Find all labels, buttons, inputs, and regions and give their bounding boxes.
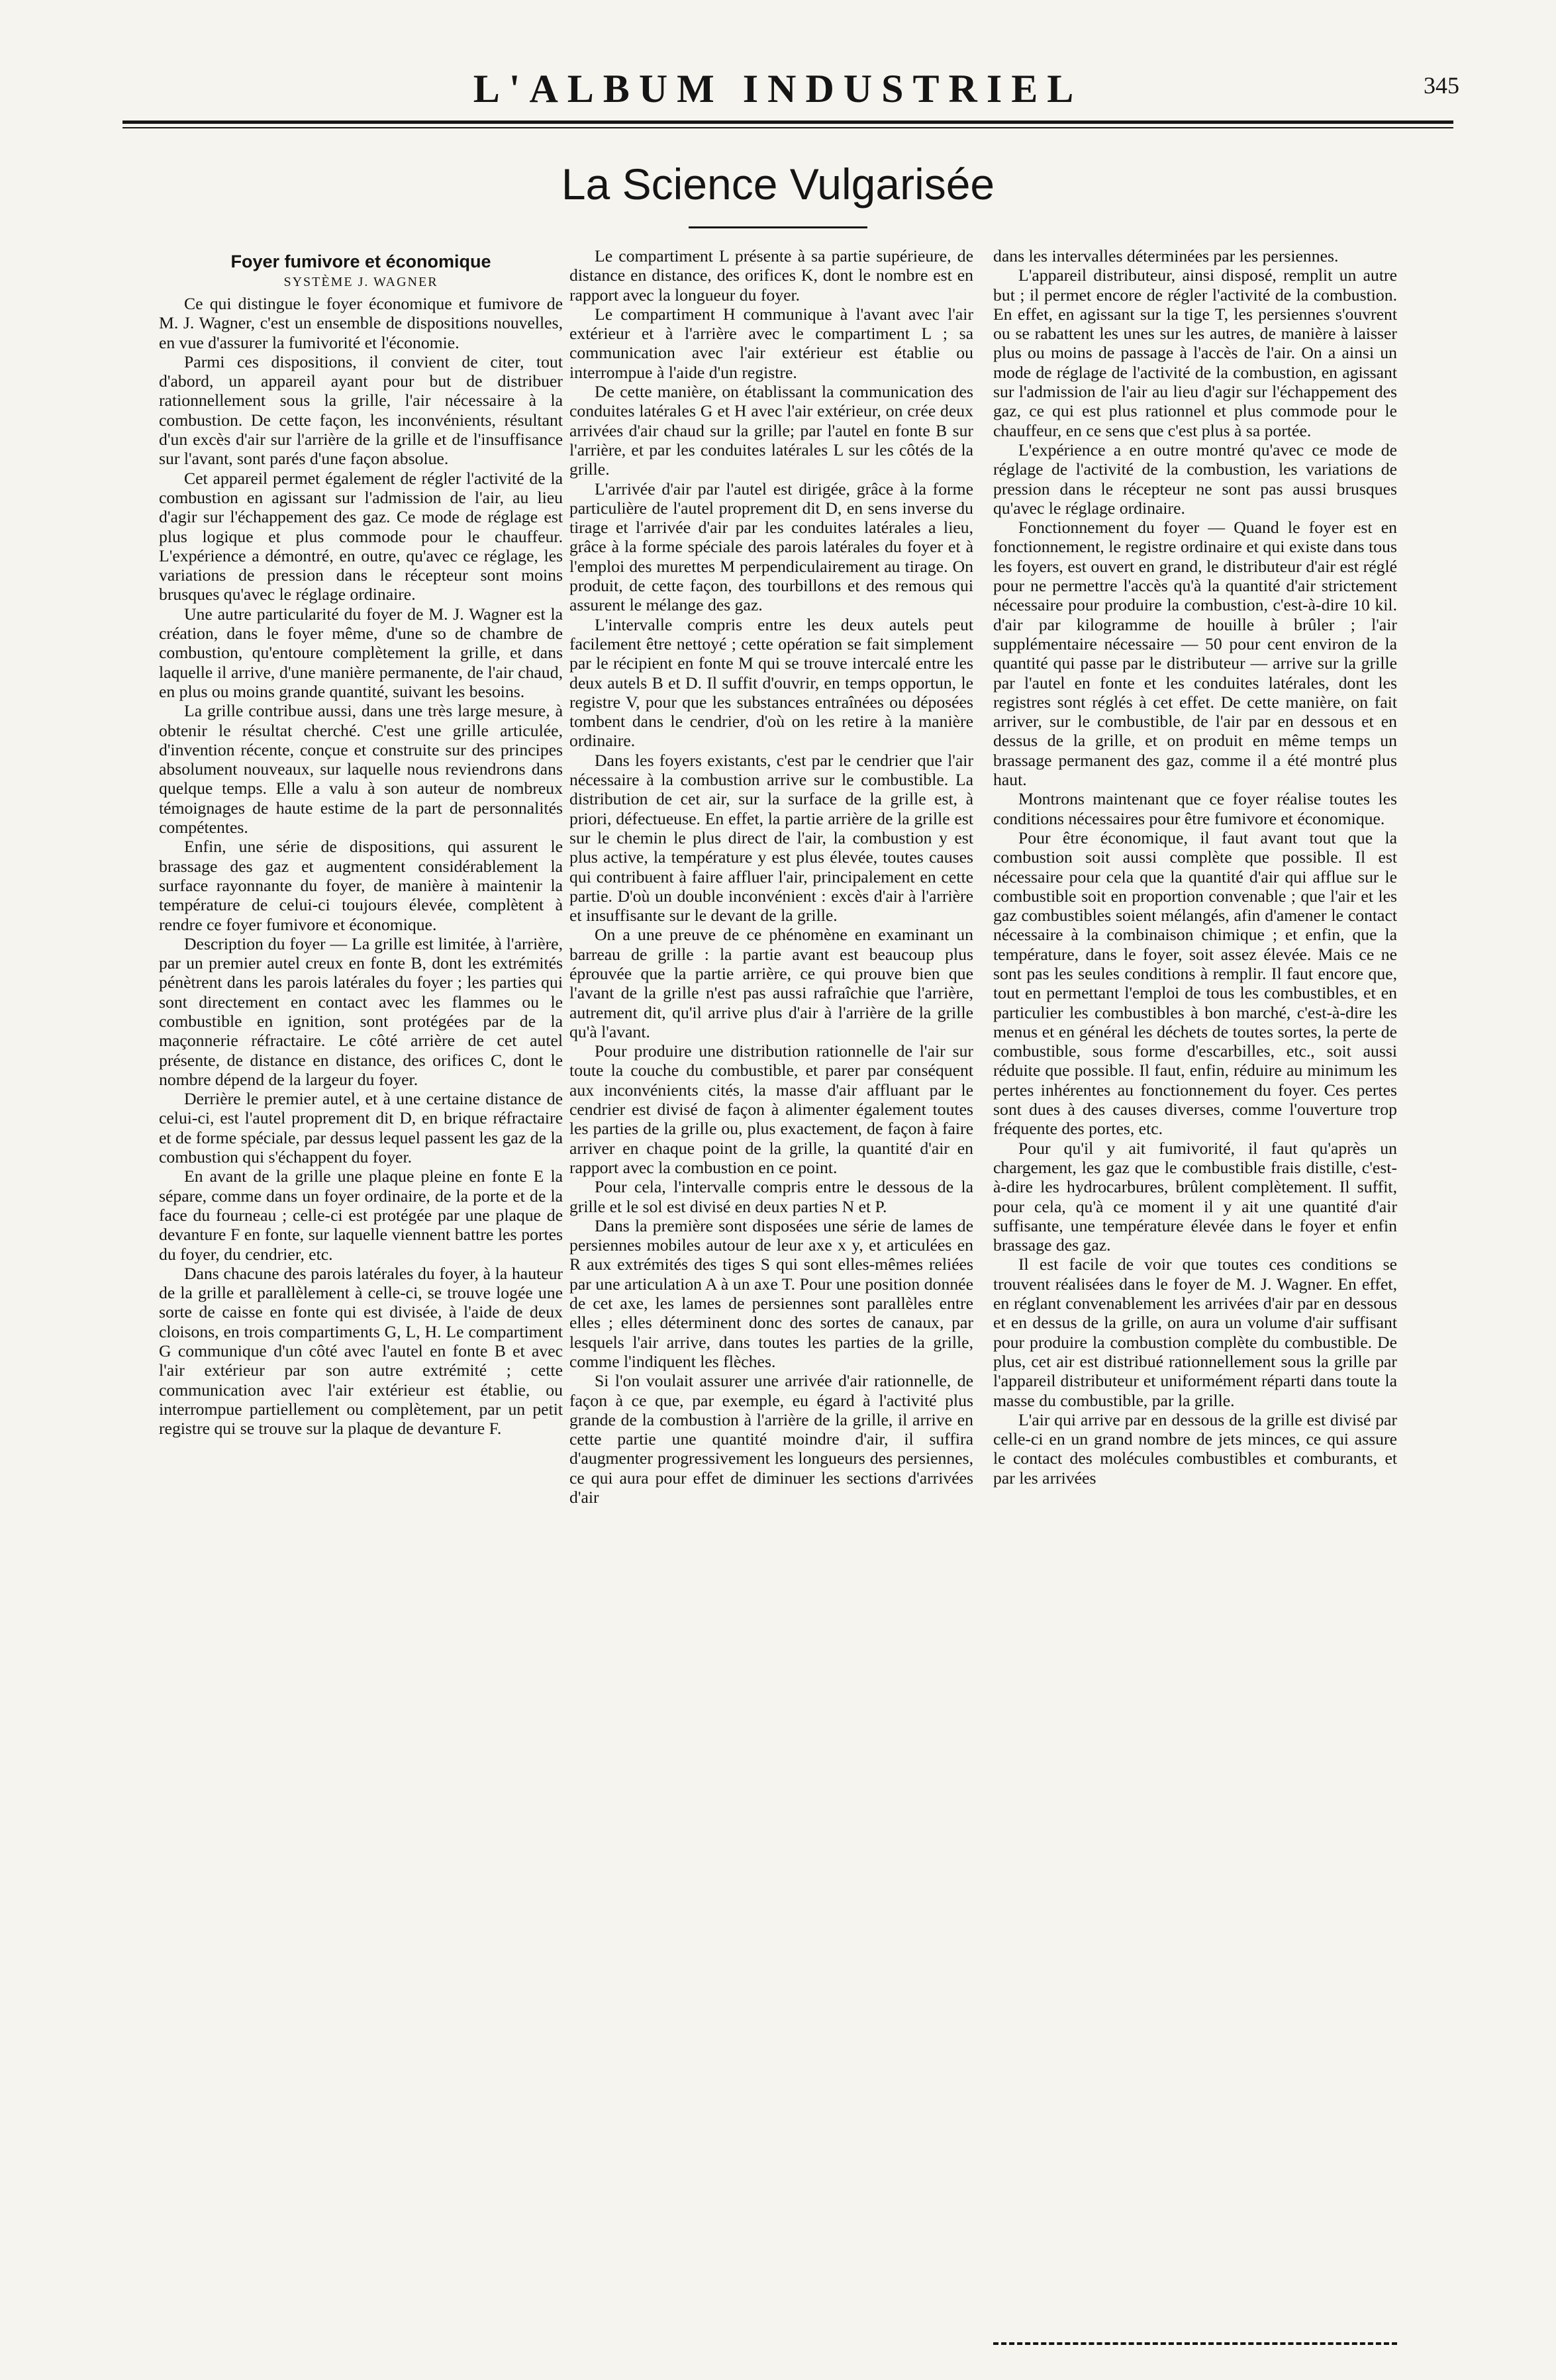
paragraph: Le compartiment H communique à l'avant avec l'air extérieur et à l'arrière avec le compartiment L ; sa communication avec l'air extérieur est établie ou interrompue à l'aide d'un registre. <box>569 304 973 382</box>
paragraph: Dans la première sont disposées une série de lames de persiennes mobiles autour de leur axe x y, et articulées en R aux extrémités des tiges S qui sont elles-mêmes reliées par une articulation A à un axe T. Pour une position donnée de cet axe, les lames de persiennes sont parallèles entre elles ; elles déterminent donc des sortes de canaux, par lesquels l'air arrive, dans toutes les parties de la grille, comme l'indiquent les flèches. <box>569 1215 973 1371</box>
paragraph: La grille contribue aussi, dans une très large mesure, à obtenir le résultat cherché. C'est une grille articulée, d'invention récente, conçue et construite sur des principes absolument nouveaux, sur laquelle nous reviendrons dans quelque temps. Elle a valu à son auteur de nombreux témoignages de haute estime de la part de personnalités compétentes. <box>159 701 563 837</box>
paragraph: Il est facile de voir que toutes ces conditions se trouvent réalisées dans le foyer de M. J. Wagner. En effet, en réglant convenablement les arrivées d'air par en dessous et en dessus de la grille, on aura un volume d'air suffisant pour produire la combustion complète du combustible. De plus, cet air est distribué rationnellement sous la grille par l'appareil distributeur et uniformément réparti dans toute la masse du combustible, par la grille. <box>993 1255 1397 1410</box>
paragraph: Ce qui distingue le foyer économique et fumivore de M. J. Wagner, c'est un ensemble de dispositions nouvelles, en vue d'assurer la fumivorité et l'économie. <box>159 294 563 352</box>
paragraph: L'appareil distributeur, ainsi disposé, remplit un autre but ; il permet encore de régler l'activité de la combustion. En effet, en agissant sur la tige T, les persiennes s'ouvrent ou se rabattent les unes sur les autres, de manière à laisser plus ou moins de passage à l'accès de l'air. On a ainsi un mode de réglage de l'activité de la combustion, en agissant sur l'admission de l'air au lieu d'agir sur l'échappement des gaz, ce qui est plus rationnel et plus commode pour le chauffeur, en ce sens que c'est plus à sa portée. <box>993 265 1397 440</box>
paragraph: On a une preuve de ce phénomène en examinant un barreau de grille : la partie avant est beaucoup plus éprouvée que la partie arrière, ce qui prouve bien que l'avant de la grille n'est pas aussi rafraîchie que l'arrière, autrement dit, qu'il arrive plus d'air à l'arrière de la grille qu'à l'avant. <box>569 925 973 1041</box>
paragraph: En avant de la grille une plaque pleine en fonte E la sépare, comme dans un foyer ordinaire, de la porte et de la face du fourneau ; celle-ci est protégée par une plaque de devanture F en fonte, sur laquelle viennent battre les portes du foyer, du cendrier, etc. <box>159 1166 563 1264</box>
continuation-rule <box>993 2342 1397 2345</box>
text-column-3 <box>993 246 1397 2335</box>
text-column-2 <box>569 246 973 2335</box>
paragraph: Pour qu'il y ait fumivorité, il faut qu'après un chargement, les gaz que le combustible frais distille, c'est-à-dire les hydrocarbures, brûlent complètement. Il suffit, pour cela, qu'à ce moment il y ait une quantité d'air suffisante, une température élevée dans le foyer et enfin brassage des gaz. <box>993 1138 1397 1255</box>
page-number: 345 <box>1424 72 1459 99</box>
paragraph: L'arrivée d'air par l'autel est dirigée, grâce à la forme particulière de l'autel proprement dit D, en sens inverse du tirage et l'arrivée d'air par les conduites latérales a lieu, grâce à la forme spéciale des parois latérales du foyer et à l'emploi des murettes M perpendiculairement au tirage. On produit, de cette façon, des tourbillons et des remous qui assurent le mélange des gaz. <box>569 479 973 615</box>
article-title: Foyer fumivore et économique <box>230 252 491 271</box>
section-title-rule <box>689 226 867 228</box>
header-rule-thin <box>122 127 1453 128</box>
journal-title: L'ALBUM INDUSTRIEL <box>473 67 1083 111</box>
article-subtitle: SYSTÈME J. WAGNER <box>283 275 438 289</box>
paragraph: Pour être économique, il faut avant tout que la combustion soit aussi complète que possible. Il est nécessaire pour cela que la quantité d'air qui afflue sur le combustible soit en proportion convenable ; que l'air et les gaz combustibles soient mélangés, afin d'amener le contact nécessaire à la combinaison chimique ; et enfin, que la température, dans le foyer, soit assez élevée. Mais ce ne sont pas les seules conditions à remplir. Il faut encore que, tout en permettant l'emploi de tous les combustibles, et en particulier les combustibles à bon marché, c'est-à-dire les menus et en général les déchets de toutes sortes, la perte de combustible, sous forme d'escarbilles, etc., soit aussi réduite que possible. Il faut, enfin, réduire au minimum les pertes inhérentes au fonctionnement du foyer. Ces pertes sont dues à des causes diverses, comme l'ouverture trop fréquente des portes, etc. <box>993 828 1397 1139</box>
paragraph: L'expérience a en outre montré qu'avec ce mode de réglage de l'activité de la combustion, les variations de pression dans le récepteur ne sont pas aussi brusques qu'avec le réglage ordinaire. <box>993 440 1397 518</box>
paragraph: Dans les foyers existants, c'est par le cendrier que l'air nécessaire à la combustion arrive sur le combustible. La distribution de cet air, sur la surface de la grille est, à priori, défectueuse. En effet, la partie arrière de la grille est sur le chemin le plus direct de l'air, la combustion y est plus active, la température y est plus élevée, toutes causes qui contribuent à faire affluer l'air, principalement en cette partie. D'où un double inconvénient : excès d'air à l'arrière et insuffisante sur le devant de la grille. <box>569 750 973 926</box>
paragraph: Une autre particularité du foyer de M. J. Wagner est la création, dans le foyer même, d'une so de chambre de combustion, qu'entoure complètement la grille, et dans laquelle il arrive, d'une manière permanente, de l'air chaud, en plus ou moins grande quantité, suivant les besoins. <box>159 604 563 701</box>
paragraph: Montrons maintenant que ce foyer réalise toutes les conditions nécessaires pour être fumivore et économique. <box>993 789 1397 828</box>
paragraph: Description du foyer — La grille est limitée, à l'arrière, par un premier autel creux en fonte B, dont les extrémités pénètrent dans les parois latérales du foyer ; les parties qui sont directement en contact avec les flammes ou le combustible en ignition, sont protégées par de la maçonnerie réfractaire. Le côté arrière de cet autel présente, de distance en distance, des orifices C, dont le nombre dépend de la largeur du foyer. <box>159 933 563 1089</box>
paragraph: Pour produire une distribution rationnelle de l'air sur toute la couche du combustible, et parer par conséquent aux inconvénients cités, la masse d'air affluant par le cendrier est divisé de façon à alimenter également toutes les parties de la grille ou, plus exactement, de façon à faire arriver en chaque point de la grille, la quantité d'air en rapport avec la combustion en ce point. <box>569 1041 973 1177</box>
paragraph: Si l'on voulait assurer une arrivée d'air rationnelle, de façon à ce que, par exemple, eu égard à l'activité plus grande de la combustion à l'arrière de la grille, il arrive en cette partie une quantité moindre d'air, il suffira d'augmenter progressivement les longueurs des persiennes, ce qui aura pour effet de diminuer les sections d'arrivées d'air <box>569 1371 973 1507</box>
text-column-1 <box>159 246 563 2335</box>
header-rule-heavy <box>122 120 1453 124</box>
paragraph: Parmi ces dispositions, il convient de citer, tout d'abord, un appareil ayant pour but de distribuer rationnellement sous la grille, l'air nécessaire à la combustion. De cette façon, les inconvénients, résultant d'un excès d'air sur l'arrière de la grille et de l'insuffisance sur l'avant, sont parés d'une façon absolue. <box>159 352 563 469</box>
paragraph: Pour cela, l'intervalle compris entre le dessous de la grille et le sol est divisé en deux parties N et P. <box>569 1177 973 1216</box>
paragraph: Derrière le premier autel, et à une certaine distance de celui-ci, est l'autel proprement dit D, en brique réfractaire et de forme spéciale, par dessus lequel passent les gaz de la combustion qui s'échappent du foyer. <box>159 1089 563 1167</box>
paragraph: Cet appareil permet également de régler l'activité de la combustion en agissant sur l'admission de l'air, au lieu d'agir sur l'échappement des gaz. Ce mode de réglage est plus logique et plus commode pour le chauffeur. L'expérience a démontré, en outre, qu'avec ce réglage, les variations de pression dans le récepteur sont moins brusques qu'avec le réglage ordinaire. <box>159 468 563 604</box>
section-title: La Science Vulgarisée <box>561 160 995 209</box>
paragraph: De cette manière, on établissant la communication des conduites latérales G et H avec l'air extérieur, on crée deux arrivées d'air chaud sur la grille; par l'autel en fonte B sur l'arrière, et par les conduites latérales L sur les côtés de la grille. <box>569 382 973 479</box>
paragraph: Enfin, une série de dispositions, qui assurent le brassage des gaz et augmentent considérablement la surface rayonnante du foyer, de manière à maintenir la température de celui-ci toujours élevée, complètent à rendre ce foyer fumivore et économique. <box>159 837 563 934</box>
paragraph: dans les intervalles déterminées par les persiennes. <box>993 246 1339 265</box>
paragraph: L'air qui arrive par en dessous de la grille est divisé par celle-ci en un grand nombre de jets minces, ce qui assure le contact des molécules combustibles et comburants, et par les arrivées <box>993 1409 1397 1488</box>
paragraph: L'intervalle compris entre les deux autels peut facilement être nettoyé ; cette opération se fait simplement par le récipient en fonte M qui se trouve intercalé entre les deux autels B et D. Il suffit d'ouvrir, en temps opportun, le registre V, pour que les substances entraînées ou déposées tombent dans le cendrier, d'où on les retire à la manière ordinaire. <box>569 614 973 751</box>
paragraph: Le compartiment L présente à sa partie supérieure, de distance en distance, des orifices K, dont le nombre est en rapport avec la longueur du foyer. <box>569 246 973 305</box>
paragraph: Dans chacune des parois latérales du foyer, à la hauteur de la grille et parallèlement à celle-ci, se trouve logée une sorte de caisse en fonte qui est divisée, à l'aide de deux cloisons, en trois compartiments G, L, H. Le compartiment G communique d'un côté avec l'autel en fonte B et avec l'air extérieur par son autre extrémité ; cette communication avec l'air extérieur est établie, ou interrompue partiellement ou complètement, par un petit registre qui se trouve sur la plaque de devanture F. <box>159 1263 563 1439</box>
paragraph: Fonctionnement du foyer — Quand le foyer est en fonctionnement, le registre ordinaire et qui existe dans tous les foyers, est ouvert en grand, le distributeur d'air est réglé pour ne permettre l'accès qu'à la quantité d'air strictement nécessaire pour produire la combustion, c'est-à-dire 10 kil. d'air par kilogramme de houille à brûler ; l'air supplémentaire nécessaire — 50 pour cent environ de la quantité qui passe par le distributeur — arrive sur la grille par l'autel en fonte et les conduites latérales, dont les registres sont réglés à cet effet. De cette manière, on fait arriver, sur le combustible, de l'air par en dessous et en dessus de la grille, et on produit en même temps un brassage permanent des gaz, comme il a été montré plus haut. <box>993 518 1397 790</box>
